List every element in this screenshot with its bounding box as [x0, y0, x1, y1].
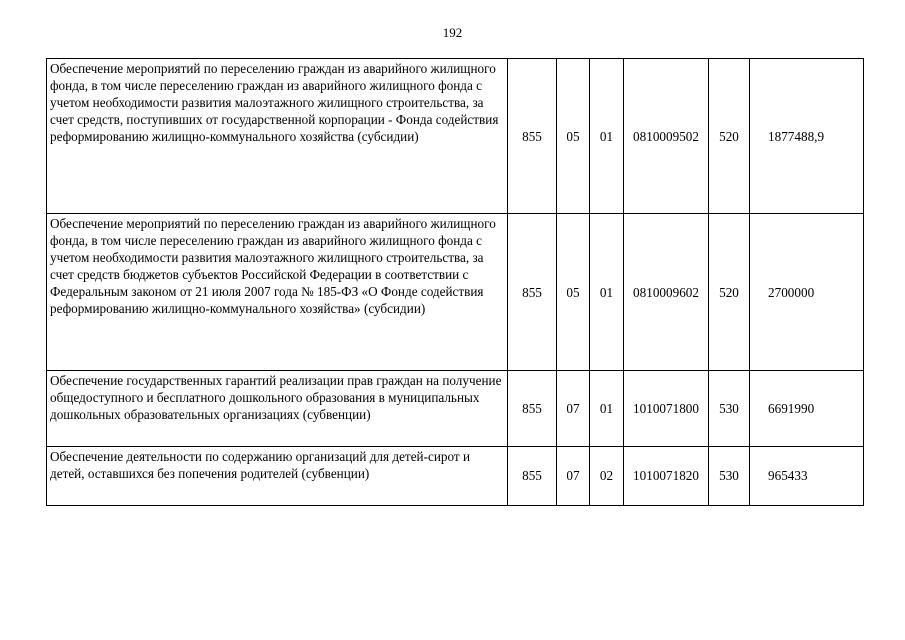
section-code-cell: 05 — [557, 214, 590, 371]
target-item-cell: 0810009602 — [624, 214, 709, 371]
expense-type-cell: 530 — [709, 447, 750, 506]
table-row — [47, 447, 864, 506]
expense-type-cell: 530 — [709, 371, 750, 447]
budget-table — [46, 58, 864, 506]
amount-cell: 965433 — [750, 447, 864, 506]
description-cell: Обеспечение мероприятий по переселению граждан из аварийного жилищного фонда, в том числе переселению граждан из аварийного жилищного фонда с учетом необходимости развития малоэтажного жилищного строительства, за счет средств бюджетов субъектов Российской Федерации в соответствии с Федеральным законом от 21 июля 2007 года № 185-ФЗ «О Фонде содействия реформированию жилищно-коммунального хозяйства» (субсидии) — [47, 214, 508, 371]
amount-cell: 2700000 — [750, 214, 864, 371]
subsection-code-cell: 02 — [590, 447, 624, 506]
ministry-code-cell: 855 — [508, 214, 557, 371]
section-code-cell: 05 — [557, 59, 590, 214]
description-cell: Обеспечение государственных гарантий реализации прав граждан на получение общедоступного и бесплатного дошкольного образования в муниципальных дошкольных образовательных организациях (субвенции) — [47, 371, 508, 447]
ministry-code-cell: 855 — [508, 447, 557, 506]
table-row — [47, 59, 864, 214]
subsection-code-cell: 01 — [590, 59, 624, 214]
ministry-code-cell: 855 — [508, 59, 557, 214]
amount-cell: 1877488,9 — [750, 59, 864, 214]
section-code-cell: 07 — [557, 371, 590, 447]
table-row — [47, 371, 864, 447]
section-code-cell: 07 — [557, 447, 590, 506]
target-item-cell: 1010071820 — [624, 447, 709, 506]
table-row — [47, 214, 864, 371]
target-item-cell: 0810009502 — [624, 59, 709, 214]
amount-cell: 6691990 — [750, 371, 864, 447]
target-item-cell: 1010071800 — [624, 371, 709, 447]
subsection-code-cell: 01 — [590, 214, 624, 371]
description-cell: Обеспечение деятельности по содержанию организаций для детей-сирот и детей, оставшихся без попечения родителей (субвенции) — [47, 447, 508, 506]
description-cell: Обеспечение мероприятий по переселению граждан из аварийного жилищного фонда, в том числе переселению граждан из аварийного жилищного фонда с учетом необходимости развития малоэтажного жилищного строительства, за счет средств, поступивших от государственной корпорации - Фонда содействия реформированию жилищно-коммунального хозяйства (субсидии) — [47, 59, 508, 214]
page-number: 192 — [442, 25, 463, 40]
subsection-code-cell: 01 — [590, 371, 624, 447]
expense-type-cell: 520 — [709, 214, 750, 371]
ministry-code-cell: 855 — [508, 371, 557, 447]
expense-type-cell: 520 — [709, 59, 750, 214]
